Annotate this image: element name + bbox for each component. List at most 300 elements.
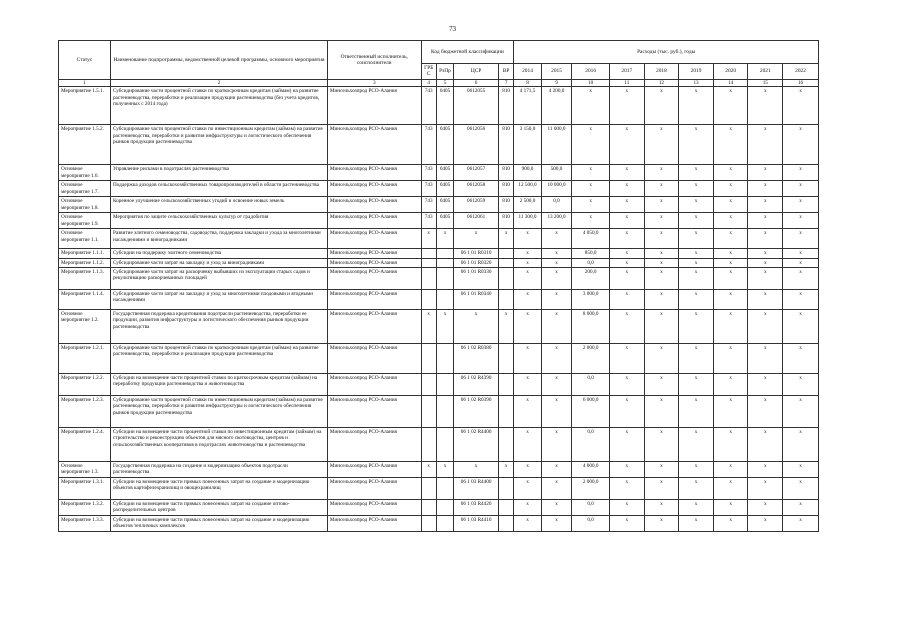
row-expense-value: х — [541, 500, 572, 516]
row-expense-value: х — [748, 462, 783, 478]
row-vr: 810 — [498, 165, 513, 181]
row-expense-value: х — [783, 428, 819, 462]
row-responsible: Минсельхозпрод РСО-Алания — [327, 344, 421, 374]
row-expense-value: х — [644, 87, 679, 125]
row-rzpr: 0405 — [436, 197, 453, 213]
row-expense-value: х — [514, 428, 542, 462]
table-row — [59, 396, 819, 428]
row-expense-value: х — [572, 87, 610, 125]
row-expense-value: х — [713, 428, 748, 462]
row-vr: х — [498, 310, 513, 344]
row-expense-value: х — [609, 428, 644, 462]
row-expense-value: 0,0 — [572, 374, 610, 396]
row-expense-value: х — [679, 229, 714, 249]
column-number: 5 — [436, 79, 453, 86]
row-expense-value: х — [713, 125, 748, 165]
row-grbs — [421, 290, 436, 310]
row-expense-value: х — [609, 396, 644, 428]
row-csr: 06 1 02 R0390 — [454, 396, 499, 428]
row-expense-value: х — [748, 258, 783, 267]
table-row — [59, 229, 819, 249]
row-expense-value: 0,0 — [572, 500, 610, 516]
row-grbs — [421, 258, 436, 267]
row-expense-value: х — [541, 344, 572, 374]
table-row — [59, 125, 819, 165]
row-expense-value: х — [541, 462, 572, 478]
row-expense-value: х — [783, 229, 819, 249]
row-expense-value: 2 000,0 — [572, 478, 610, 500]
table-row — [59, 516, 819, 532]
row-status: Мероприятие 1.3.2. — [59, 500, 111, 516]
row-expense-value: х — [679, 290, 714, 310]
row-vr: х — [498, 462, 513, 478]
row-expense-value: х — [644, 165, 679, 181]
row-expense-value: х — [713, 181, 748, 197]
row-expense-value: х — [748, 229, 783, 249]
row-expense-value: х — [748, 500, 783, 516]
row-expense-value: х — [783, 258, 819, 267]
row-expense-value: х — [644, 396, 679, 428]
column-numbers-row — [59, 79, 819, 86]
row-grbs: х — [421, 229, 436, 249]
row-vr — [498, 478, 513, 500]
row-expense-value: х — [783, 516, 819, 532]
row-expense-value: х — [713, 165, 748, 181]
row-csr: 06 1 03 R4420 — [454, 500, 499, 516]
row-csr: 06 1 02 R4400 — [454, 428, 499, 462]
row-expense-value: х — [514, 258, 542, 267]
page-number: 73 — [449, 25, 456, 33]
row-expense-value: х — [783, 396, 819, 428]
row-vr — [498, 396, 513, 428]
row-expense-value: х — [748, 125, 783, 165]
row-expense-value: х — [572, 125, 610, 165]
row-responsible: Минсельхозпрод РСО-Алания — [327, 268, 421, 290]
row-expense-value: 500,0 — [541, 165, 572, 181]
row-responsible: Минсельхозпрод РСО-Алания — [327, 478, 421, 500]
row-responsible: Минсельхозпрод РСО-Алания — [327, 500, 421, 516]
row-expense-value: х — [713, 396, 748, 428]
row-expense-value: х — [713, 213, 748, 229]
row-grbs — [421, 396, 436, 428]
header-year: 2016 — [572, 64, 610, 80]
table-row — [59, 181, 819, 197]
row-grbs — [421, 344, 436, 374]
row-expense-value: х — [514, 268, 542, 290]
row-expense-value: х — [713, 310, 748, 344]
row-expense-value: х — [783, 268, 819, 290]
row-status: Мероприятие 1.1.1. — [59, 249, 111, 258]
row-status: Мероприятие 1.2.1. — [59, 344, 111, 374]
header-code: ГРБС — [421, 64, 436, 80]
row-expense-value: х — [679, 462, 714, 478]
row-expense-value: х — [679, 516, 714, 532]
row-name: Субсидирование части процентной ставки по инвестиционным кредитам (займам) на развитие растениеводства, переработки и развития инфраструктуры и логистического обеспечения рынков продукции растениеводства — [110, 125, 327, 165]
row-expense-value: х — [748, 87, 783, 125]
row-expense-value: х — [679, 374, 714, 396]
row-expense-value: х — [514, 396, 542, 428]
row-rzpr — [436, 268, 453, 290]
table-row — [59, 87, 819, 125]
row-expense-value: х — [514, 478, 542, 500]
row-csr: 06 1 03 R4410 — [454, 516, 499, 532]
row-expense-value: х — [748, 213, 783, 229]
row-expense-value: х — [679, 165, 714, 181]
row-expense-value: х — [748, 396, 783, 428]
row-expense-value: х — [679, 258, 714, 267]
row-rzpr — [436, 374, 453, 396]
row-expense-value: х — [609, 462, 644, 478]
column-number: 12 — [644, 79, 679, 86]
header-status: Статус — [59, 41, 111, 80]
row-expense-value: х — [644, 181, 679, 197]
row-expense-value: 0,0 — [572, 516, 610, 532]
row-expense-value: х — [783, 125, 819, 165]
table-row — [59, 249, 819, 258]
table-row — [59, 462, 819, 478]
row-status: Основное мероприятие 1.7. — [59, 181, 111, 197]
row-expense-value: х — [748, 181, 783, 197]
row-expense-value: х — [713, 516, 748, 532]
row-expense-value: х — [609, 344, 644, 374]
row-vr — [498, 290, 513, 310]
row-expense-value: 4 171,5 — [514, 87, 542, 125]
row-expense-value: 12 500,0 — [514, 181, 542, 197]
column-number: 14 — [713, 79, 748, 86]
row-name: Субсидии на возмещение части прямых понесенных затрат на создание и модернизацию объектов тепличных комплексов — [110, 516, 327, 532]
row-expense-value: х — [572, 181, 610, 197]
column-number: 13 — [679, 79, 714, 86]
row-expense-value: х — [609, 478, 644, 500]
row-expense-value: х — [644, 249, 679, 258]
row-expense-value: х — [644, 229, 679, 249]
column-number: 4 — [421, 79, 436, 86]
row-expense-value: х — [609, 516, 644, 532]
row-name: Субсидирование части затрат на закладку и уход за многолетними плодовыми и ягодными насаждениями — [110, 290, 327, 310]
row-expense-value: х — [783, 462, 819, 478]
row-expense-value: 3 000,0 — [572, 290, 610, 310]
row-vr — [498, 344, 513, 374]
row-grbs: х — [421, 462, 436, 478]
row-csr: х — [454, 310, 499, 344]
row-grbs — [421, 249, 436, 258]
header-expenses: Расходы (тыс. руб.), годы — [514, 41, 819, 64]
row-grbs — [421, 516, 436, 532]
row-rzpr: 0405 — [436, 87, 453, 125]
row-expense-value: х — [783, 197, 819, 213]
row-name: Субсидии на возмещение части процентной ставки по инвестиционным кредитам (займам) на строительство и реконструкцию объектов для мясного скотоводства, центров и сельскохозяйственных кооперативов в подотраслях животноводства и растениеводства — [110, 428, 327, 462]
row-csr: 06 1 01 R0340 — [454, 290, 499, 310]
row-expense-value: х — [514, 500, 542, 516]
row-expense-value: 850,0 — [572, 249, 610, 258]
row-csr: 06 1 02 R4390 — [454, 374, 499, 396]
row-vr — [498, 516, 513, 532]
row-expense-value: х — [644, 478, 679, 500]
row-expense-value: х — [541, 478, 572, 500]
row-rzpr — [436, 344, 453, 374]
row-expense-value: х — [644, 344, 679, 374]
row-status: Основное мероприятие 1.3. — [59, 462, 111, 478]
row-csr: 0612061 — [454, 213, 499, 229]
row-vr: 810 — [498, 87, 513, 125]
row-responsible: Минсельхозпрод РСО-Алания — [327, 181, 421, 197]
row-expense-value: х — [679, 268, 714, 290]
column-number: 15 — [748, 79, 783, 86]
row-status: Мероприятие 1.3.3. — [59, 516, 111, 532]
row-expense-value: х — [679, 428, 714, 462]
header-year: 2020 — [713, 64, 748, 80]
row-expense-value: х — [514, 462, 542, 478]
column-number: 6 — [454, 79, 499, 86]
column-number: 11 — [609, 79, 644, 86]
row-expense-value: 0,0 — [572, 258, 610, 267]
row-rzpr — [436, 290, 453, 310]
row-expense-value: х — [609, 197, 644, 213]
row-status: Мероприятие 1.5.1. — [59, 87, 111, 125]
row-name: Субсидирование части процентной ставки по инвестиционным кредитам (займам) на развитие растениеводства, переработки и развития инфраструктуры и логистического обеспечения рынков продукции растениеводства — [110, 396, 327, 428]
table-row — [59, 258, 819, 267]
row-responsible: Минсельхозпрод РСО-Алания — [327, 516, 421, 532]
column-number: 9 — [541, 79, 572, 86]
row-expense-value: 13 200,0 — [541, 213, 572, 229]
row-name: Субсидирование части затрат на закладку и уход за виноградниками — [110, 258, 327, 267]
row-expense-value: х — [541, 396, 572, 428]
table-row — [59, 165, 819, 181]
row-expense-value: х — [644, 213, 679, 229]
row-rzpr: 0405 — [436, 165, 453, 181]
table-row — [59, 310, 819, 344]
header-responsible: Ответственный исполнитель, соисполнители — [327, 41, 421, 80]
row-csr: 06 1 01 R0310 — [454, 249, 499, 258]
row-expense-value: х — [644, 374, 679, 396]
row-expense-value: х — [713, 500, 748, 516]
row-rzpr — [436, 396, 453, 428]
header-year: 2019 — [679, 64, 714, 80]
row-status: Основное мероприятие 1.2. — [59, 310, 111, 344]
row-grbs — [421, 374, 436, 396]
row-name: Управление рисками в подотраслях растениеводства — [110, 165, 327, 181]
row-expense-value: х — [644, 516, 679, 532]
row-vr: 810 — [498, 197, 513, 213]
header-code: ВР — [498, 64, 513, 80]
row-grbs: 743 — [421, 87, 436, 125]
row-responsible: Минсельхозпрод РСО-Алания — [327, 165, 421, 181]
row-responsible: Минсельхозпрод РСО-Алания — [327, 213, 421, 229]
row-name: Субсидии на возмещение части процентной ставки по краткосрочным кредитам (займам) на переработку продукции растениеводства и животноводства — [110, 374, 327, 396]
row-rzpr — [436, 516, 453, 532]
row-csr: 0612055 — [454, 87, 499, 125]
row-vr — [498, 268, 513, 290]
row-name: Мероприятия по защите сельскохозяйственных культур от градобития — [110, 213, 327, 229]
row-expense-value: х — [783, 165, 819, 181]
row-expense-value: х — [713, 197, 748, 213]
row-rzpr: 0405 — [436, 125, 453, 165]
row-expense-value: х — [609, 500, 644, 516]
row-name: Субсидии на возмещение части прямых понесенных затрат на создание и модернизацию объектов картофелехранилищ и овощехранилищ — [110, 478, 327, 500]
header-code: РзПр — [436, 64, 453, 80]
row-expense-value: х — [783, 290, 819, 310]
row-name: Субсидирование части процентной ставки по краткосрочным кредитам (займам) на развитие растениеводства, переработки и реализации продукции растениеводства — [110, 344, 327, 374]
expenditure-table — [58, 40, 819, 532]
row-rzpr: 0405 — [436, 181, 453, 197]
column-number: 3 — [327, 79, 421, 86]
row-expense-value: х — [644, 197, 679, 213]
row-grbs — [421, 500, 436, 516]
row-expense-value: х — [679, 213, 714, 229]
table-row — [59, 374, 819, 396]
row-expense-value: х — [748, 310, 783, 344]
row-expense-value: х — [748, 268, 783, 290]
row-expense-value: х — [644, 462, 679, 478]
row-expense-value: 2 000,0 — [572, 344, 610, 374]
row-status: Мероприятие 1.1.2. — [59, 258, 111, 267]
row-expense-value: х — [514, 310, 542, 344]
row-vr — [498, 258, 513, 267]
row-expense-value: х — [609, 165, 644, 181]
table-row — [59, 428, 819, 462]
row-name: Субсидирование части затрат на раскорчевку выбывших из эксплуатации старых садов и рекультивацию раскорчеванных площадей — [110, 268, 327, 290]
row-expense-value: х — [541, 428, 572, 462]
row-expense-value: х — [713, 374, 748, 396]
row-expense-value: 4 200,0 — [541, 87, 572, 125]
row-expense-value: х — [783, 213, 819, 229]
row-status: Мероприятие 1.5.2. — [59, 125, 111, 165]
row-grbs: х — [421, 310, 436, 344]
row-expense-value: х — [572, 213, 610, 229]
table-row — [59, 478, 819, 500]
row-expense-value: х — [644, 310, 679, 344]
row-grbs: 743 — [421, 197, 436, 213]
row-expense-value: 3 150,0 — [514, 125, 542, 165]
row-name: Государственная поддержка кредитования подотрасли растениеводства, переработки ее продукции, развития инфраструктуры и логистического обеспечения рынков продукции растениеводства — [110, 310, 327, 344]
row-responsible: Минсельхозпрод РСО-Алания — [327, 87, 421, 125]
row-status: Мероприятие 1.2.2. — [59, 374, 111, 396]
row-expense-value: х — [783, 374, 819, 396]
row-expense-value: 200,0 — [572, 268, 610, 290]
row-status: Основное мероприятие 1.8. — [59, 197, 111, 213]
row-expense-value: 4 000,0 — [572, 462, 610, 478]
row-expense-value: х — [783, 310, 819, 344]
row-csr: 06 1 01 R0320 — [454, 258, 499, 267]
row-responsible: Минсельхозпрод РСО-Алания — [327, 229, 421, 249]
row-expense-value: х — [609, 213, 644, 229]
row-expense-value: 0,0 — [572, 428, 610, 462]
row-csr: 06 1 01 R0330 — [454, 268, 499, 290]
row-name: Развитие элитного семеноводства, садоводства, поддержка закладки и ухода за многолетними насаждениями и виноградниками — [110, 229, 327, 249]
row-rzpr: 0405 — [436, 213, 453, 229]
row-grbs: 743 — [421, 181, 436, 197]
row-expense-value: х — [541, 268, 572, 290]
column-number: 7 — [498, 79, 513, 86]
row-expense-value: х — [609, 249, 644, 258]
row-expense-value: х — [713, 268, 748, 290]
row-vr — [498, 500, 513, 516]
row-expense-value: 8 000,0 — [572, 310, 610, 344]
row-expense-value: х — [514, 516, 542, 532]
row-expense-value: х — [748, 428, 783, 462]
row-expense-value: х — [644, 290, 679, 310]
row-expense-value: х — [679, 125, 714, 165]
row-grbs — [421, 478, 436, 500]
row-expense-value: х — [572, 197, 610, 213]
row-responsible: Минсельхозпрод РСО-Алания — [327, 249, 421, 258]
row-expense-value: х — [514, 290, 542, 310]
row-expense-value: х — [644, 500, 679, 516]
header-year: 2014 — [514, 64, 542, 80]
row-expense-value: х — [679, 197, 714, 213]
column-number: 2 — [110, 79, 327, 86]
row-expense-value: х — [713, 229, 748, 249]
row-expense-value: х — [541, 258, 572, 267]
row-expense-value: х — [514, 344, 542, 374]
header-year: 2017 — [609, 64, 644, 80]
row-expense-value: х — [679, 181, 714, 197]
row-rzpr: х — [436, 310, 453, 344]
row-expense-value: х — [748, 197, 783, 213]
row-expense-value: х — [783, 344, 819, 374]
row-name: Коренное улучшение сельскохозяйственных угодий и освоение новых земель — [110, 197, 327, 213]
row-expense-value: х — [644, 125, 679, 165]
row-expense-value: х — [514, 249, 542, 258]
row-expense-value: х — [783, 249, 819, 258]
row-responsible: Минсельхозпрод РСО-Алания — [327, 462, 421, 478]
row-csr: 0612059 — [454, 197, 499, 213]
row-expense-value: х — [609, 374, 644, 396]
table-row — [59, 268, 819, 290]
row-expense-value: х — [514, 229, 542, 249]
header-year: 2015 — [541, 64, 572, 80]
row-expense-value: х — [748, 290, 783, 310]
row-expense-value: х — [644, 428, 679, 462]
row-expense-value: х — [679, 249, 714, 258]
row-expense-value: 10 000,0 — [541, 181, 572, 197]
row-expense-value: х — [679, 310, 714, 344]
column-number: 8 — [514, 79, 542, 86]
header-name: Наименование подпрограммы, ведомственной целевой программы, основного мероприятия — [110, 41, 327, 80]
table-row — [59, 290, 819, 310]
row-name: Поддержка доходов сельскохозяйственных товаропроизводителей в области растениеводства — [110, 181, 327, 197]
row-expense-value: х — [514, 374, 542, 396]
row-expense-value: х — [541, 310, 572, 344]
row-vr — [498, 249, 513, 258]
header-code: ЦСР — [454, 64, 499, 80]
table-row — [59, 213, 819, 229]
row-rzpr — [436, 500, 453, 516]
row-responsible: Минсельхозпрод РСО-Алания — [327, 396, 421, 428]
row-expense-value: х — [609, 229, 644, 249]
header-year: 2021 — [748, 64, 783, 80]
row-expense-value: х — [644, 258, 679, 267]
row-csr: 0612056 — [454, 125, 499, 165]
row-grbs: 743 — [421, 213, 436, 229]
row-expense-value: х — [609, 87, 644, 125]
row-expense-value: х — [679, 87, 714, 125]
row-name: Субсидирование части процентной ставки по краткосрочным кредитам (займам) на развитие растениеводства, переработки и реализации продукции растениеводства (без учета кредитов, полученных с 2014 года) — [110, 87, 327, 125]
row-grbs: 743 — [421, 125, 436, 165]
header-year: 2022 — [783, 64, 819, 80]
row-expense-value: 11 000,0 — [541, 125, 572, 165]
header-year: 2018 — [644, 64, 679, 80]
table-row — [59, 500, 819, 516]
row-csr: х — [454, 229, 499, 249]
row-expense-value: 4 050,0 — [572, 229, 610, 249]
row-status: Основное мероприятие 1.9. — [59, 213, 111, 229]
row-status: Мероприятие 1.1.3. — [59, 268, 111, 290]
row-expense-value: х — [748, 516, 783, 532]
row-vr: 810 — [498, 213, 513, 229]
row-csr: 0612057 — [454, 165, 499, 181]
row-csr: х — [454, 462, 499, 478]
